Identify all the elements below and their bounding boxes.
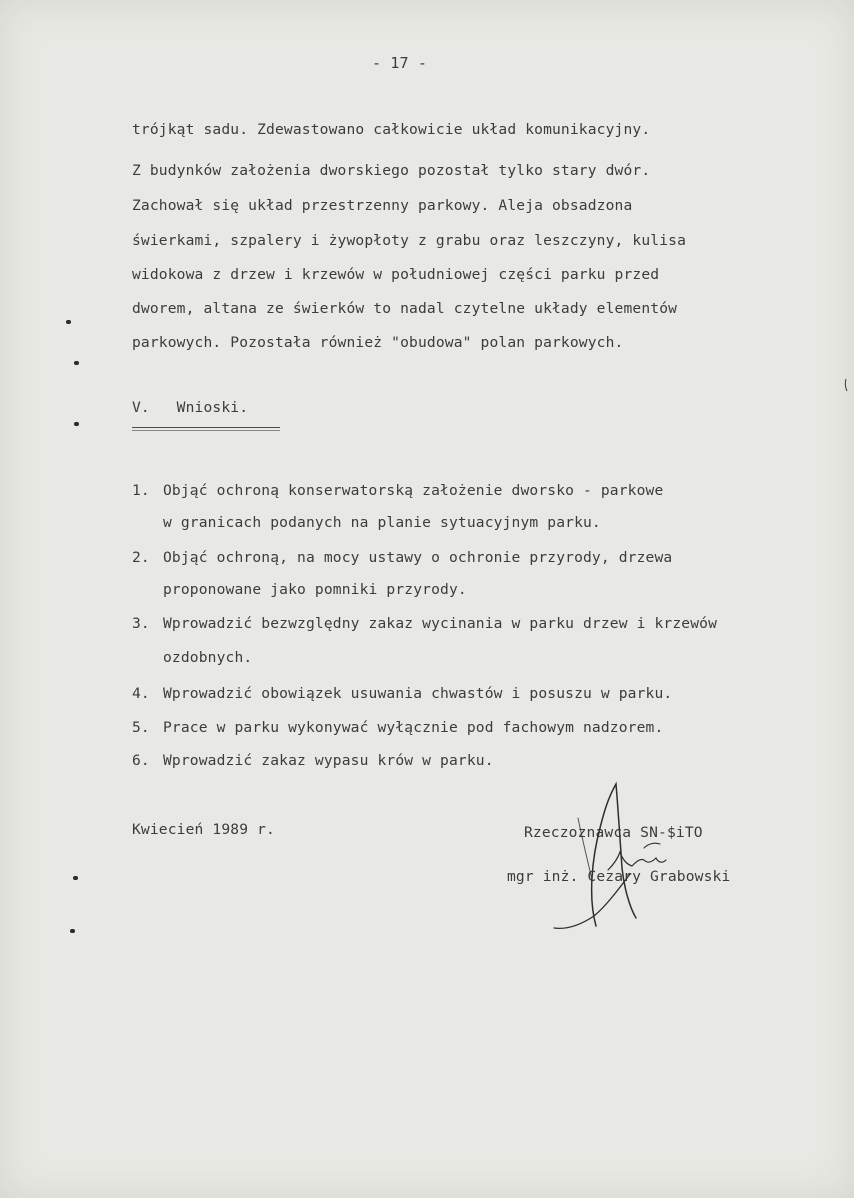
margin-punch-mark [70, 929, 75, 933]
section-heading: V. Wnioski. [132, 399, 249, 416]
list-item-line: Wprowadzić bezwzględny zakaz wycinania w parku drzew i krzewów [163, 615, 718, 632]
margin-punch-mark [66, 320, 71, 324]
list-item-line: w granicach podanych na planie sytuacyjnym parku. [163, 514, 601, 531]
list-item-line: Prace w parku wykonywać wyłącznie pod fachowym nadzorem. [163, 719, 664, 736]
list-item-line: proponowane jako pomniki przyrody. [163, 581, 467, 598]
paragraph-line: dworem, altana ze świerków to nadal czytelne układy elementów [132, 300, 678, 317]
margin-punch-mark [74, 422, 79, 426]
list-item-number: 1. [132, 482, 150, 499]
paragraph-line: Zachował się układ przestrzenny parkowy. Aleja obsadzona [132, 197, 633, 214]
signatory-title: Rzeczoznawca SN-$iTO [524, 824, 703, 841]
list-item-number: 2. [132, 549, 150, 566]
list-item-number: 6. [132, 752, 150, 769]
paragraph-line: trójkąt sadu. Zdewastowano całkowicie układ komunikacyjny. [132, 121, 651, 138]
document-date: Kwiecień 1989 r. [132, 821, 275, 838]
paragraph-line: widokowa z drzew i krzewów w południowej części parku przed [132, 266, 660, 283]
signatory-name: mgr inż. Cezary Grabowski [507, 868, 731, 885]
margin-punch-mark [73, 876, 78, 880]
list-item-number: 4. [132, 685, 150, 702]
page-number: - 17 - [372, 54, 428, 72]
paragraph-line: świerkami, szpalery i żywopłoty z grabu oraz leszczyny, kulisa [132, 232, 687, 249]
handwritten-signature [548, 778, 678, 933]
list-item-line: Objąć ochroną konserwatorską założenie dworsko - parkowe [163, 482, 664, 499]
list-item-number: 3. [132, 615, 150, 632]
heading-underline-second [132, 430, 280, 431]
margin-pencil-mark [843, 378, 849, 392]
paragraph-line: Z budynków założenia dworskiego pozostał tylko stary dwór. [132, 162, 651, 179]
paragraph-line: parkowych. Pozostała również "obudowa" polan parkowych. [132, 334, 624, 351]
list-item-line: Wprowadzić zakaz wypasu krów w parku. [163, 752, 494, 769]
list-item-number: 5. [132, 719, 150, 736]
list-item-line: ozdobnych. [163, 649, 253, 666]
list-item-line: Wprowadzić obowiązek usuwania chwastów i posuszu w parku. [163, 685, 673, 702]
margin-punch-mark [74, 361, 79, 365]
heading-underline [132, 427, 280, 428]
list-item-line: Objąć ochroną, na mocy ustawy o ochronie przyrody, drzewa [163, 549, 673, 566]
